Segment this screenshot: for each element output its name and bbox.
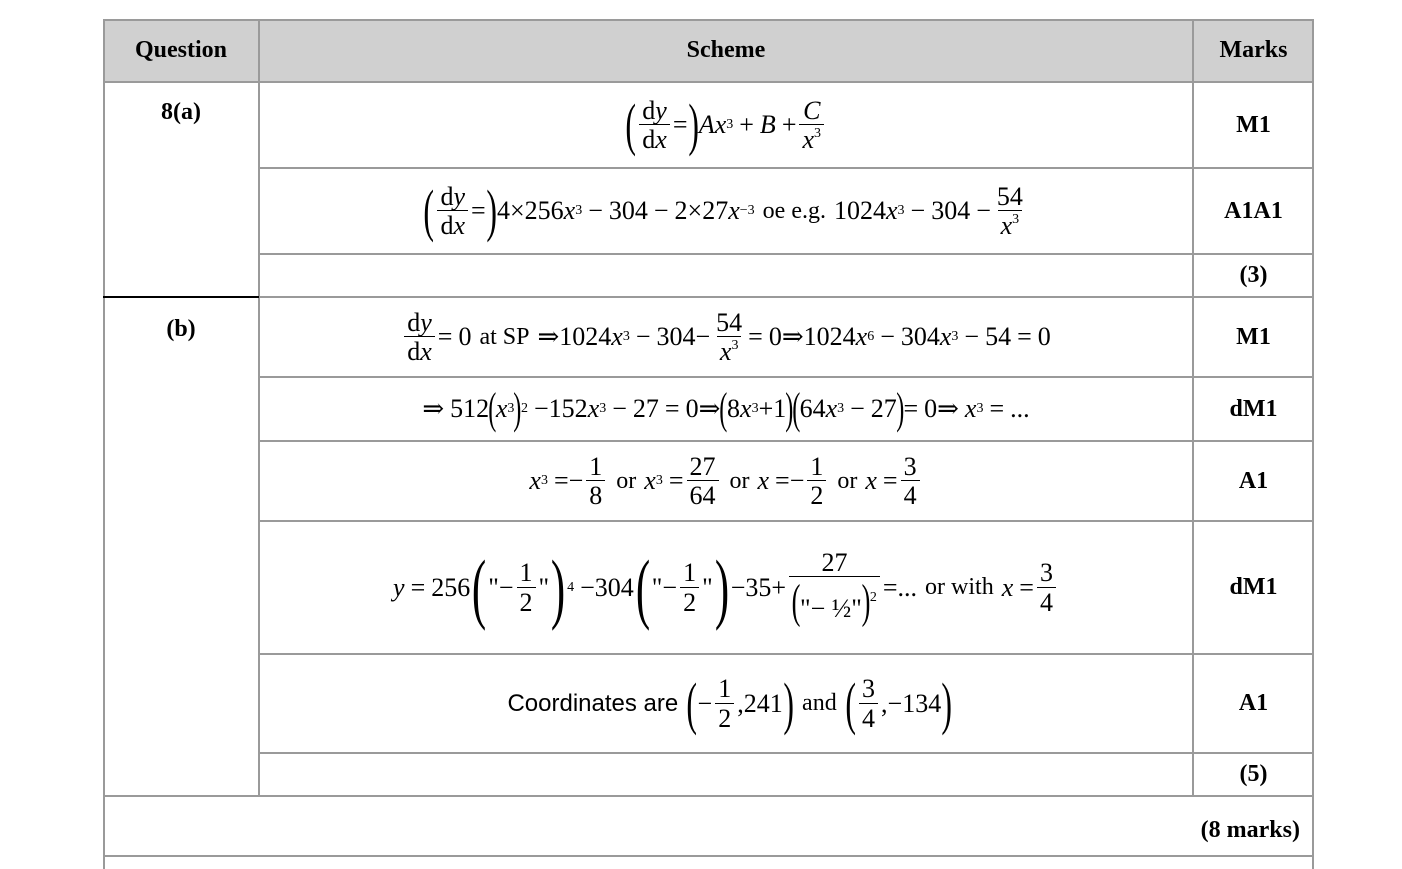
scheme-b5 xyxy=(259,655,1193,752)
mark-b3: A1 xyxy=(1238,467,1269,494)
part-divider xyxy=(103,296,259,298)
or-text: or xyxy=(729,467,750,494)
table-border-left xyxy=(103,19,105,869)
mark-b1: M1 xyxy=(1236,323,1271,350)
at-sp-text: at SP xyxy=(479,323,530,350)
scheme-a1 xyxy=(259,83,1193,167)
scheme-b2 xyxy=(259,378,1193,440)
scheme-b4 xyxy=(259,522,1193,653)
or-text: or xyxy=(616,467,637,494)
mark-a1: M1 xyxy=(1236,111,1271,138)
mark-a2: A1A1 xyxy=(1224,197,1283,224)
header-marks: Marks xyxy=(1219,36,1288,63)
mark-b4: dM1 xyxy=(1229,574,1278,600)
question-label-b: (b) xyxy=(166,316,196,342)
equation: x 3 =− $\frac{1}{8}$ or x 3 = $\frac{27}{64}$ or x =− $\frac{1}{2}$ or x = $\frac{3}{4}$ xyxy=(529,453,922,510)
mark-scheme-table xyxy=(103,19,1314,869)
header-scheme: Scheme xyxy=(686,36,766,63)
or-text: or xyxy=(837,467,858,494)
equation: ⇒ 512 ( x 3 ) 2 −152 x 3 − 27 = 0⇒ ( 8 x 3 +1 ) ( 64 x 3 − 27 ) = 0⇒ x 3 = ... xyxy=(422,384,1030,433)
total-divider xyxy=(103,795,1314,797)
scheme-b1 xyxy=(259,298,1193,376)
row-divider xyxy=(259,752,1314,754)
coordinates-text: Coordinates are xyxy=(507,689,679,717)
row-divider xyxy=(259,253,1314,255)
mark-b2: dM1 xyxy=(1229,395,1278,422)
mark-b-total: (5) xyxy=(1239,761,1268,787)
and-text: and xyxy=(802,690,837,716)
total-marks: (8 marks) xyxy=(1200,817,1300,843)
or-with-text: or with xyxy=(925,574,994,600)
scheme-b3 xyxy=(259,442,1193,520)
header-question: Question xyxy=(134,36,227,63)
equation: $\frac{dy}{dx}$ = 0 at SP ⇒1024 x 3 − 304− $\frac{54}{x^3}$ = 0⇒1024 x 6 − 304 x 3 − 54 = 0 xyxy=(401,309,1051,366)
table-bottom-line xyxy=(103,855,1314,857)
oe-text: oe e.g. xyxy=(762,197,826,224)
equation: ( $\frac{dy}{dx}$ = ) 4×256 x 3 − 304 − 2×27 x −3 oe e.g. 1024 x 3 − 304 − $\frac{54}{x^3}$ xyxy=(423,178,1023,243)
equation: Coordinates are ( − $\frac{1}{2}$ ,241 ) and ( $\frac{3}{4}$ ,−134 ) xyxy=(507,670,953,736)
mark-b5: A1 xyxy=(1238,690,1269,716)
mark-a-total: (3) xyxy=(1239,262,1268,288)
equation: y = 256 ( "− $\frac{1}{2}$ " ) 4 −304 ( "− $\frac{1}{2}$ " ) −35+ $\frac{27}{("- \frac{1}{2}")^2}$ =... or with x = $\frac{3}{4}$ xyxy=(393,549,1059,627)
scheme-a2 xyxy=(259,169,1193,253)
question-label-8a: 8(a) xyxy=(161,99,201,125)
equation: ( $\frac{dy}{dx}$ = ) Ax 3 + B + $\frac{C}{x^3}$ xyxy=(625,96,827,154)
